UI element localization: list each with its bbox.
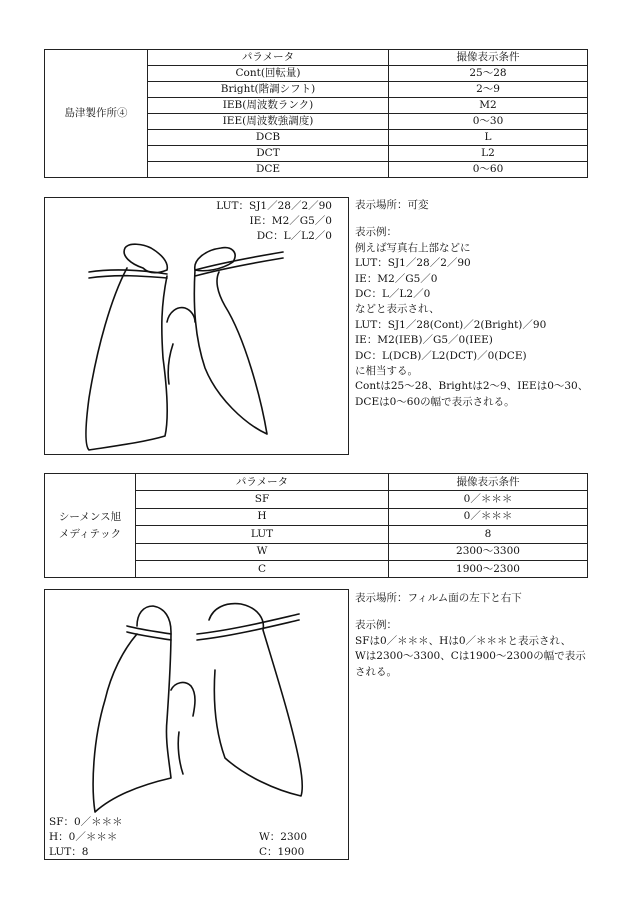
param-cell: Cont(回転量)	[148, 66, 389, 82]
param-cell: W	[136, 543, 389, 560]
cond-cell: 0／＊＊＊	[389, 491, 588, 508]
desc-line: Contは25～28、Brightは2～9、IEEは0～30、	[355, 380, 589, 393]
param-cell: H	[136, 508, 389, 525]
mediastinum	[167, 308, 195, 384]
param-cell: C	[136, 560, 389, 577]
desc-line: DCEは0～60の幅で表示される。	[355, 395, 515, 408]
xray-figure-2	[44, 589, 349, 860]
right-lung-outline	[194, 248, 267, 434]
display-location: 表示場所：フィルム面の左下と右下	[355, 592, 522, 604]
maker-line-1: シーメンス旭	[58, 510, 122, 523]
lut-label: LUT：8	[49, 846, 89, 858]
param-cell: IEE(周波数強調度)	[148, 114, 389, 130]
xray-figure-1	[44, 197, 349, 455]
desc-line: される。	[355, 665, 397, 678]
param-header: パラメータ	[136, 474, 389, 491]
param-cell: IEB(周波数ランク)	[148, 98, 389, 114]
param-cell: DCB	[148, 130, 389, 146]
h-label: H：0／＊＊＊	[49, 831, 118, 843]
cond-header: 撮像表示条件	[389, 50, 588, 66]
example-title: 表示例：	[355, 619, 397, 632]
desc-line: DC：L／L2／0	[355, 288, 431, 301]
maker-cell: 島津製作所④	[45, 50, 148, 178]
right-clavicle	[195, 252, 283, 276]
desc-line: LUT：SJ1／28／2／90	[355, 257, 471, 270]
param-cell: SF	[136, 491, 389, 508]
desc-line: SFは0／＊＊＊、Hは0／＊＊＊と表示され、	[355, 634, 572, 647]
param-cell: LUT	[136, 526, 389, 543]
display-description-2	[355, 591, 586, 680]
right-clavicle	[197, 614, 299, 640]
maker-line-2: メディテック	[58, 527, 122, 540]
display-description-1	[355, 198, 588, 410]
cond-cell: L	[389, 130, 588, 146]
cond-cell: 8	[389, 526, 588, 543]
desc-line: 例えば写真右上部などに	[355, 241, 471, 254]
desc-line: DC：L(DCB)／L2(DCT)／0(DCE)	[355, 349, 527, 362]
cond-cell: 25～28	[389, 66, 588, 82]
desc-line: LUT：SJ1／28(Cont)／2(Bright)／90	[355, 318, 547, 331]
param-header: パラメータ	[148, 50, 389, 66]
cond-cell: 0～30	[389, 114, 588, 130]
param-cell: DCE	[148, 162, 389, 178]
cond-cell: 2～9	[389, 82, 588, 98]
left-clavicle	[89, 270, 167, 278]
cond-cell: L2	[389, 146, 588, 162]
lut-label: LUT：SJ1／28／2／90	[216, 200, 332, 212]
cond-header: 撮像表示条件	[389, 474, 588, 491]
ie-label: IE：M2／G5／0	[249, 215, 332, 227]
cond-cell: 0～60	[389, 162, 588, 178]
param-cell: Bright(階調シフト)	[148, 82, 389, 98]
left-lung-outline	[93, 606, 171, 812]
display-location: 表示場所：可変	[355, 199, 429, 211]
desc-line: などと表示され、	[355, 303, 440, 316]
c-label: C：1900	[259, 846, 305, 858]
cond-cell: 1900～2300	[389, 560, 588, 577]
cond-cell: 0／＊＊＊	[389, 508, 588, 525]
desc-line: Wは2300～3300、Cは1900～2300の幅で表示	[355, 650, 586, 663]
cond-cell: 2300～3300	[389, 543, 588, 560]
table-header-row	[45, 474, 588, 491]
example-title: 表示例：	[355, 226, 397, 239]
siemens-param-table	[44, 473, 588, 578]
param-cell: DCT	[148, 146, 389, 162]
desc-line: IE：M2／G5／0	[355, 272, 438, 285]
mediastinum	[171, 683, 195, 774]
maker-cell	[45, 474, 136, 578]
shimadzu-param-table	[44, 49, 588, 178]
dc-label: DC：L／L2／0	[256, 230, 332, 242]
desc-line: IE：M2(IEB)／G5／0(IEE)	[355, 334, 493, 347]
table-header-row	[45, 50, 588, 66]
sf-label: SF：0／＊＊＊	[49, 816, 123, 828]
desc-line: に相当する。	[355, 365, 418, 378]
w-label: W：2300	[259, 831, 308, 843]
cond-cell: M2	[389, 98, 588, 114]
right-lung-outline	[209, 604, 302, 796]
